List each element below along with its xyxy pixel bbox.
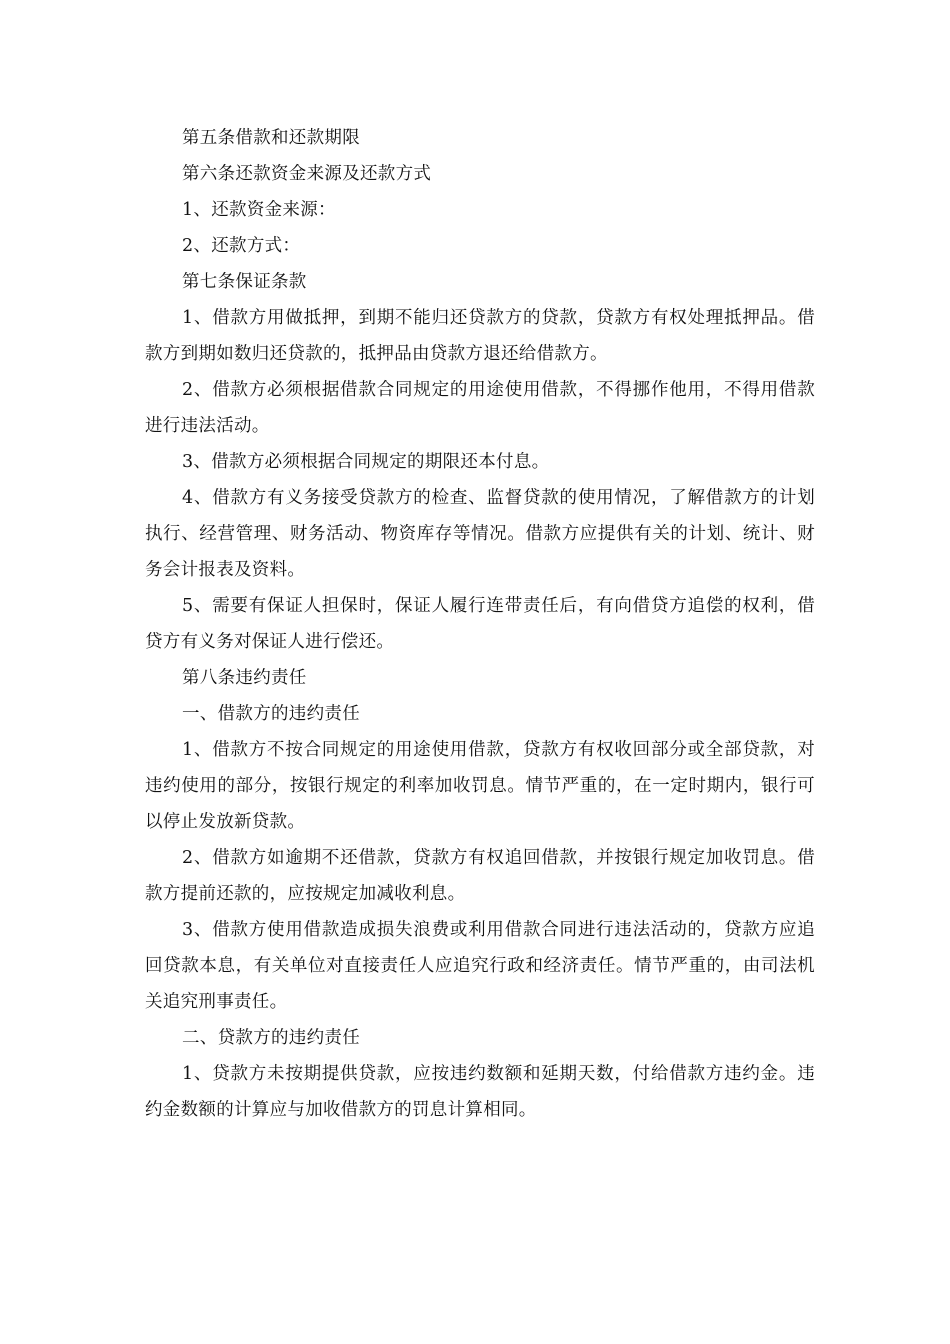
repayment-method-item: 2、还款方式： [182,236,301,256]
borrower-liability-3: 3、借款方使用借款造成损失浪费或利用借款合同进行违法活动的，贷款方应追回贷款本息，有关单位对直接责任人应追究行政和经济责任。情节严重的，由司法机关追究刑事责任。 [145,920,815,1012]
lender-liability-heading: 二、贷款方的违约责任 [182,1028,360,1048]
lender-liability-1: 1、贷款方未按期提供贷款，应按违约数额和延期天数，付给借款方违约金。违约金数额的计算应与加收借款方的罚息计算相同。 [145,1064,815,1120]
borrower-liability-2: 2、借款方如逾期不还借款，贷款方有权追回借款，并按银行规定加收罚息。借款方提前还款的，应按规定加减收利息。 [145,848,815,904]
borrower-liability-1: 1、借款方不按合同规定的用途使用借款，贷款方有权收回部分或全部贷款，对违约使用的部分，按银行规定的利率加收罚息。情节严重的，在一定时期内，银行可以停止发放新贷款。 [145,740,815,832]
article-8-heading: 第八条违约责任 [182,668,307,688]
article-6-heading: 第六条还款资金来源及还款方式 [182,164,432,184]
article-7-heading: 第七条保证条款 [182,272,307,292]
guarantee-clause-3: 3、借款方必须根据合同规定的期限还本付息。 [182,452,550,472]
borrower-liability-heading: 一、借款方的违约责任 [182,704,360,724]
guarantee-clause-4: 4、借款方有义务接受贷款方的检查、监督贷款的使用情况，了解借款方的计划执行、经营管理、财务活动、物资库存等情况。借款方应提供有关的计划、统计、财务会计报表及资料。 [145,488,815,580]
guarantee-clause-1: 1、借款方用做抵押，到期不能归还贷款方的贷款，贷款方有权处理抵押品。借款方到期如数归还贷款的，抵押品由贷款方退还给借款方。 [145,308,815,364]
repayment-source-item: 1、还款资金来源： [182,200,336,220]
article-5-heading: 第五条借款和还款期限 [182,128,360,148]
guarantee-clause-2: 2、借款方必须根据借款合同规定的用途使用借款，不得挪作他用，不得用借款进行违法活动。 [145,380,815,436]
document-body [145,120,815,1128]
guarantee-clause-5: 5、需要有保证人担保时，保证人履行连带责任后，有向借贷方追偿的权利，借贷方有义务对保证人进行偿还。 [145,596,815,652]
